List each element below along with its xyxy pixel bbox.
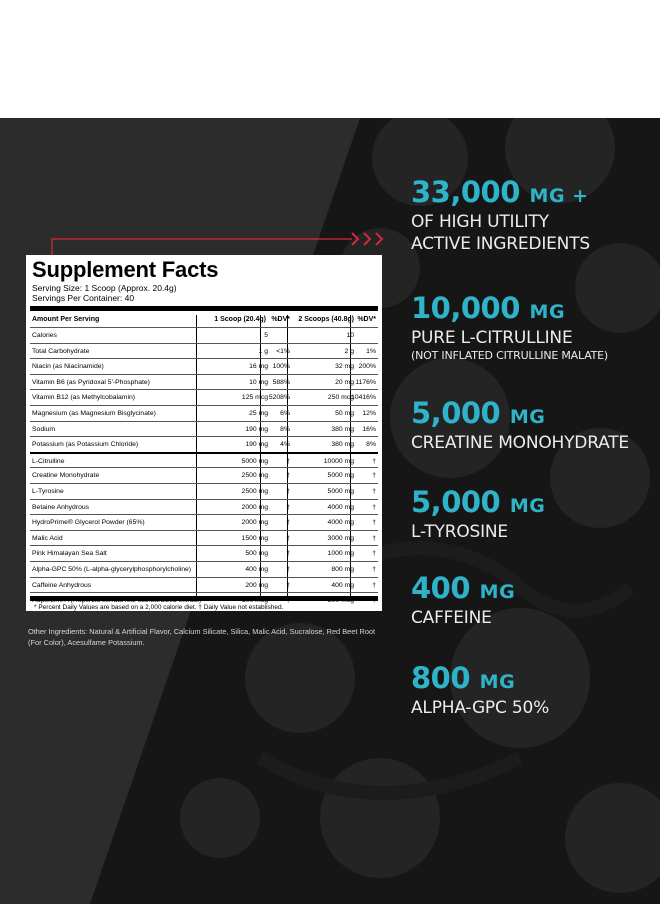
claim-text: ACTIVE INGREDIENTS xyxy=(411,234,590,254)
dv-2-scoops: † xyxy=(372,503,376,511)
amount-1-scoop: 16 mg xyxy=(249,363,268,371)
table-row xyxy=(30,530,378,546)
nutrient-name: Vitamin B12 (as Methylcobalamin) xyxy=(32,394,136,402)
column-header: Amount Per Serving xyxy=(32,316,100,323)
dv-1-scoop: † xyxy=(286,472,290,480)
amount-1-scoop: 5000 mg xyxy=(241,457,268,465)
dv-1-scoop: 100% xyxy=(272,363,290,371)
amount-1-scoop: 25 mg xyxy=(249,409,268,417)
claim-text: OF HIGH UTILITY xyxy=(411,212,549,232)
amount-1-scoop: 10 mg xyxy=(249,378,268,386)
claim-unit: MG xyxy=(529,301,566,323)
column-header: 2 Scoops (40.8g) xyxy=(298,316,354,323)
claim-block xyxy=(411,663,549,719)
thick-divider xyxy=(30,596,378,601)
amount-2-scoops: 5000 mg xyxy=(327,487,354,495)
amount-2-scoops: 5000 mg xyxy=(327,472,354,480)
footnote: * Percent Daily Values are based on a 2,000 calorie diet. † Daily Value not established. xyxy=(34,604,284,611)
nutrient-name: Niacin (as Niacinamide) xyxy=(32,363,104,371)
claim-number: 10,000 xyxy=(411,291,520,325)
column-header: %DV* xyxy=(357,316,376,323)
dv-2-scoops: † xyxy=(372,487,376,495)
chevron-right-icon xyxy=(376,233,382,245)
claim-block xyxy=(411,398,629,454)
nutrient-name: Pink Himalayan Sea Salt xyxy=(32,550,107,558)
claim-amount xyxy=(411,663,549,697)
table-row xyxy=(30,327,378,343)
claim-number: 33,000 xyxy=(411,175,520,209)
table-row xyxy=(30,389,378,405)
chevron-right-icon xyxy=(352,233,358,245)
claim-subtext: (NOT INFLATED CITRULLINE MALATE) xyxy=(411,349,609,362)
table-row xyxy=(30,561,378,577)
claim-number: 800 xyxy=(411,661,471,695)
amount-1-scoop: 1500 mg xyxy=(241,534,268,542)
claim-number: 400 xyxy=(411,571,471,605)
dv-1-scoop: † xyxy=(286,550,290,558)
claim-text: CREATINE MONOHYDRATE xyxy=(411,433,629,453)
nutrient-name: Caffeine Anhydrous xyxy=(32,581,92,589)
dv-2-scoops: 10416% xyxy=(351,394,376,402)
supplement-facts-label xyxy=(26,255,382,611)
dv-2-scoops: † xyxy=(372,457,376,465)
amount-1-scoop: 2000 mg xyxy=(241,519,268,527)
claim-unit: MG xyxy=(479,671,516,693)
amount-1-scoop: 2500 mg xyxy=(241,472,268,480)
dv-1-scoop: 4% xyxy=(280,441,290,449)
amount-1-scoop: 200 mg xyxy=(245,581,268,589)
amount-2-scoops: 380 mg xyxy=(331,441,354,449)
amount-2-scoops: 10000 mg xyxy=(323,457,354,465)
table-row xyxy=(30,374,378,390)
table-header xyxy=(30,315,378,327)
nutrient-name: L-Tyrosine xyxy=(32,487,64,495)
dv-2-scoops: 16% xyxy=(362,425,376,433)
claim-block xyxy=(411,573,515,629)
nutrient-name: Betaine Anhydrous xyxy=(32,503,90,511)
dv-1-scoop: † xyxy=(286,457,290,465)
claim-unit: MG xyxy=(509,495,546,517)
claim-number: 5,000 xyxy=(411,396,501,430)
table-row xyxy=(30,436,378,452)
claim-unit: MG xyxy=(479,581,516,603)
amount-2-scoops: 400 mg xyxy=(331,581,354,589)
supplement-facts-title: Supplement Facts xyxy=(32,257,219,282)
amount-2-scoops: 20 mg xyxy=(335,378,354,386)
dv-2-scoops: 12% xyxy=(362,409,376,417)
claim-amount xyxy=(411,487,545,521)
dv-2-scoops: 8% xyxy=(366,441,376,449)
chevron-right-icon xyxy=(364,233,370,245)
dv-1-scoop: † xyxy=(286,487,290,495)
table-row xyxy=(30,358,378,374)
claim-amount xyxy=(411,293,608,327)
nutrient-name: L-Citrulline xyxy=(32,457,65,465)
table-row xyxy=(30,467,378,483)
amount-1-scoop: 125 mcg xyxy=(241,394,268,402)
dv-1-scoop: 6% xyxy=(280,409,290,417)
dv-1-scoop: 588% xyxy=(272,378,290,386)
claim-text: PURE L-CITRULLINE xyxy=(411,328,573,348)
nutrient-name: Potassium (as Potassium Chloride) xyxy=(32,441,139,449)
servings-per-container: Servings Per Container: 40 xyxy=(32,293,135,303)
dv-1-scoop: † xyxy=(286,534,290,542)
other-ingredients: Other Ingredients: Natural & Artificial Flavor, Calcium Silicate, Silica, Malic Acid, Sucralose, Red Beet Root (For Color), Acesulfame Potassium. xyxy=(28,627,376,647)
amount-2-scoops: 3000 mg xyxy=(327,534,354,542)
nutrient-name: Calories xyxy=(32,332,57,339)
column-header: %DV* xyxy=(271,316,290,323)
dv-2-scoops: † xyxy=(372,565,376,573)
nutrient-name: Malic Acid xyxy=(32,534,63,542)
serving-size: Serving Size: 1 Scoop (Approx. 20.4g) xyxy=(32,283,177,293)
nutrient-name: HydroPrime® Glycerol Powder (65%) xyxy=(32,519,145,527)
claim-amount xyxy=(411,398,629,432)
table-row xyxy=(30,545,378,561)
table-row xyxy=(30,421,378,437)
claim-unit: MG + xyxy=(529,185,589,207)
amount-2-scoops: 10 xyxy=(346,332,354,339)
amount-2-scoops: 250 mcg xyxy=(327,394,354,402)
amount-2-scoops: 380 mg xyxy=(331,425,354,433)
claim-amount xyxy=(411,177,590,211)
nutrient-name: Vitamin B6 (as Pyridoxal 5'-Phosphate) xyxy=(32,378,150,386)
amount-2-scoops: 50 mg xyxy=(335,409,354,417)
table-row xyxy=(30,343,378,359)
claim-block xyxy=(411,293,608,362)
nutrient-table xyxy=(30,327,378,608)
nutrient-name: Alpha-GPC 50% (L-alpha-glycerylphosphorylcholine) xyxy=(32,565,192,573)
claim-block xyxy=(411,177,590,255)
table-row xyxy=(30,452,378,468)
amount-2-scoops: 4000 mg xyxy=(327,503,354,511)
table-row xyxy=(30,514,378,530)
dv-2-scoops: † xyxy=(372,534,376,542)
dv-2-scoops: † xyxy=(372,519,376,527)
amount-1-scoop: 2000 mg xyxy=(241,503,268,511)
nutrient-name: Magnesium (as Magnesium Bisglycinate) xyxy=(32,409,156,417)
amount-1-scoop: 190 mg xyxy=(245,441,268,449)
amount-2-scoops: 2 g xyxy=(344,347,354,355)
dv-1-scoop: † xyxy=(286,519,290,527)
dv-1-scoop: † xyxy=(286,565,290,573)
dv-1-scoop: <1% xyxy=(276,347,290,355)
dv-2-scoops: † xyxy=(372,550,376,558)
nutrient-name: Creatine Monohydrate xyxy=(32,472,100,480)
claim-number: 5,000 xyxy=(411,485,501,519)
amount-1-scoop: 2500 mg xyxy=(241,487,268,495)
nutrient-name: Sodium xyxy=(32,425,56,433)
table-row xyxy=(30,405,378,421)
claim-text: CAFFEINE xyxy=(411,608,492,628)
dv-1-scoop: † xyxy=(286,581,290,589)
dv-2-scoops: 1176% xyxy=(355,378,376,386)
amount-1-scoop: 500 mg xyxy=(245,550,268,558)
dv-2-scoops: 1% xyxy=(366,347,376,355)
thick-divider xyxy=(30,306,378,311)
amount-1-scoop: 1 g xyxy=(258,347,268,355)
amount-1-scoop: 190 mg xyxy=(245,425,268,433)
amount-2-scoops: 800 mg xyxy=(331,565,354,573)
amount-1-scoop: 5 xyxy=(264,332,268,339)
amount-2-scoops: 4000 mg xyxy=(327,519,354,527)
claim-unit: MG xyxy=(509,406,546,428)
column-header: 1 Scoop (20.4g) xyxy=(214,316,266,323)
amount-2-scoops: 1000 mg xyxy=(327,550,354,558)
claim-block xyxy=(411,487,545,543)
dv-2-scoops: † xyxy=(372,581,376,589)
amount-1-scoop: 400 mg xyxy=(245,565,268,573)
dv-1-scoop: † xyxy=(286,503,290,511)
table-row xyxy=(30,483,378,499)
dv-1-scoop: 5208% xyxy=(268,394,290,402)
claim-amount xyxy=(411,573,515,607)
dv-2-scoops: † xyxy=(372,472,376,480)
claim-text: ALPHA-GPC 50% xyxy=(411,698,550,718)
dv-2-scoops: 200% xyxy=(358,363,376,371)
claim-text: L-TYROSINE xyxy=(411,522,508,542)
nutrient-name: Total Carbohydrate xyxy=(32,347,90,355)
table-row xyxy=(30,499,378,515)
table-row xyxy=(30,577,378,593)
amount-2-scoops: 32 mg xyxy=(335,363,354,371)
dv-1-scoop: 8% xyxy=(280,425,290,433)
